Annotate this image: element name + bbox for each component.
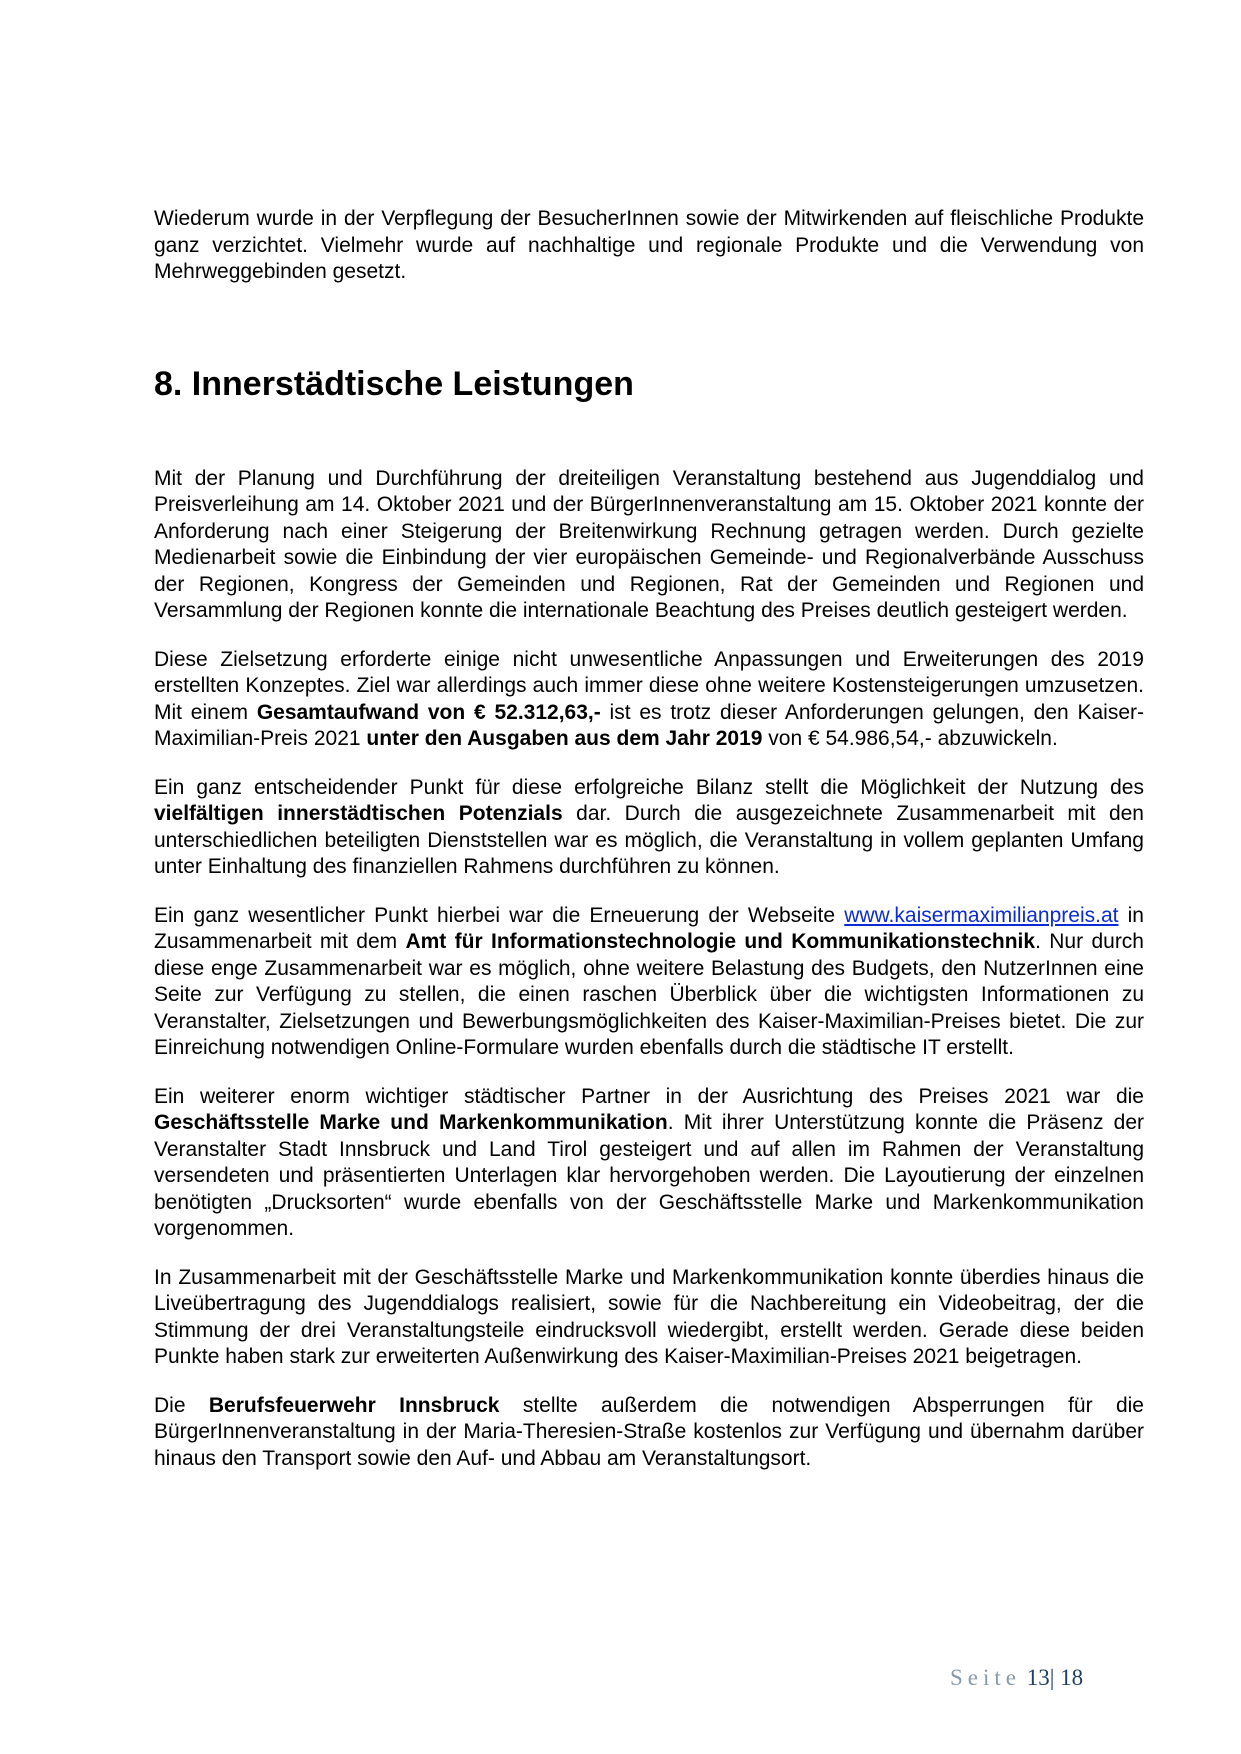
body-paragraph-6: In Zusammenarbeit mit der Geschäftsstelle Marke und Markenkommunikation konnte überdies hinaus die Liveübertragung des Jugenddialogs realisiert, sowie für die Nachbereitung ein Videobeitrag, der die Stimmung der drei Veranstaltungsteile eindrucksvoll wiedergibt, erstellt werden. Gerade diese beiden Punkte haben stark zur erweiterten Außenwirkung des Kaiser-Maximilian-Preises 2021 beigetragen. [154,1265,1144,1368]
bold-fire-brigade: Berufsfeuerwehr Innsbruck [208,1393,500,1417]
text-span: Ein ganz entscheidender Punkt für diese erfolgreiche Bilanz stellt die Möglichkeit der Nutzung des [154,775,1144,799]
website-link[interactable]: www.kaisermaximilianpreis.at [844,903,1119,927]
bold-potential: vielfältigen innerstädtischen Potenzials [154,802,563,825]
footer-page-number: 13 [1026,1665,1050,1690]
body-paragraph-7 [154,1393,1144,1473]
footer-page-total: 18 [1060,1665,1084,1690]
text-span: Ein weiterer enorm wichtiger städtischer Partner in der Ausrichtung des Preises 2021 war die [154,1084,1144,1108]
bold-it-office: Amt für Informationstechnologie und Kommunikationstechnik [405,930,1036,953]
intro-paragraph: Wiederum wurde in der Verpflegung der BesucherInnen sowie der Mitwirkenden auf fleischliche Produkte ganz verzichtet. Vielmehr wurde auf nachhaltige und regionale Produkte und die Verwendung von Mehrweggebinden gesetzt. [154,207,1144,283]
text-span: Die [154,1393,209,1417]
section-heading: 8. Innerstädtische Leistungen [154,364,634,403]
text-span: Ein ganz wesentlicher Punkt hierbei war die Erneuerung der Webseite [154,903,845,927]
body-paragraph-4 [154,903,1144,1062]
body-paragraph-1: Mit der Planung und Durchführung der dreiteiligen Veranstaltung bestehend aus Jugenddialog und Preisverleihung am 14. Oktober 2021 und der BürgerInnenveranstaltung am 15. Oktober 2021 konnte der Anforderung nach einer Steigerung der Breitenwirkung Rechnung getragen werden. Durch gezielte Medienarbeit sowie die Einbindung der vier europäischen Gemeinde- und Regionalverbände Ausschuss der Regionen, Kongress der Gemeinden und Regionen, Rat der Gemeinden und Regionen und Versammlung der Regionen konnte die internationale Beachtung des Preises deutlich gesteigert werden. [154,466,1144,622]
text-span: . Mit ihrer Unterstützung konnte die Präsenz der Veranstalter Stadt Innsbruck und Land Tirol gesteigert und auf allen im Rahmen der Veranstaltung versendeten und präsentierten Unterlagen klar hervorgehoben werden. Die Layoutierung der einzelnen benötigten „Drucksorten“ wurde ebenfalls von der Geschäftsstelle Marke und Markenkommunikation vorgenommen. [154,1111,1144,1240]
text-span: stellte außerdem die notwendigen Absperrungen für die BürgerInnenveranstaltung in der Maria-Theresien-Straße kostenlos zur Verfügung und übernahm darüber hinaus den Transport sowie den Auf- und Abbau am Veranstaltungsort. [154,1393,1144,1470]
text-span: dar. Durch die ausgezeichnete Zusammenarbeit mit den unterschiedlichen beteiligten Dienststellen war es möglich, die Veranstaltung in vollem geplanten Umfang unter Einhaltung des finanziellen Rahmens durchführen zu können. [154,802,1144,878]
page-footer [950,1664,1083,1692]
bold-brand-office: Geschäftsstelle Marke und Markenkommunikation [154,1111,668,1134]
body-paragraph-3 [154,775,1144,881]
text-span: in Zusammenarbeit mit dem [154,903,1144,953]
text-span: von € 54.986,54,- abzuwickeln. [762,727,1058,750]
text-span: . Nur durch diese enge Zusammenarbeit war es möglich, ohne weitere Belastung des Budgets, den NutzerInnen eine Seite zur Verfügung zu stellen, die einen raschen Überblick über die wichtigsten Informationen zu Veranstalter, Zielsetzungen und Bewerbungsmöglichkeiten des Kaiser-Maximilian-Preises bietet. Die zur Einreichung notwendigen Online-Formulare wurden ebenfalls durch die städtische IT erstellt. [154,930,1144,1059]
bold-below-2019: unter den Ausgaben aus dem Jahr 2019 [366,727,763,750]
body-paragraph-2 [154,647,1144,753]
page-content [154,206,1144,1472]
body-paragraph-5 [154,1084,1144,1243]
footer-page-label: Seite [950,1665,1021,1690]
text-span: Diese Zielsetzung erforderte einige nicht unwesentliche Anpassungen und Erweiterungen des 2019 erstellten Konzeptes. Ziel war allerdings auch immer diese ohne weitere Kostensteigerungen umzusetzen. Mit einem [154,647,1144,724]
text-span: ist es trotz dieser Anforderungen gelungen, den Kaiser-Maximilian-Preis 2021 [154,700,1145,750]
footer-separator: | [1049,1665,1055,1690]
bold-total-cost: Gesamtaufwand von € 52.312,63,- [256,700,601,724]
